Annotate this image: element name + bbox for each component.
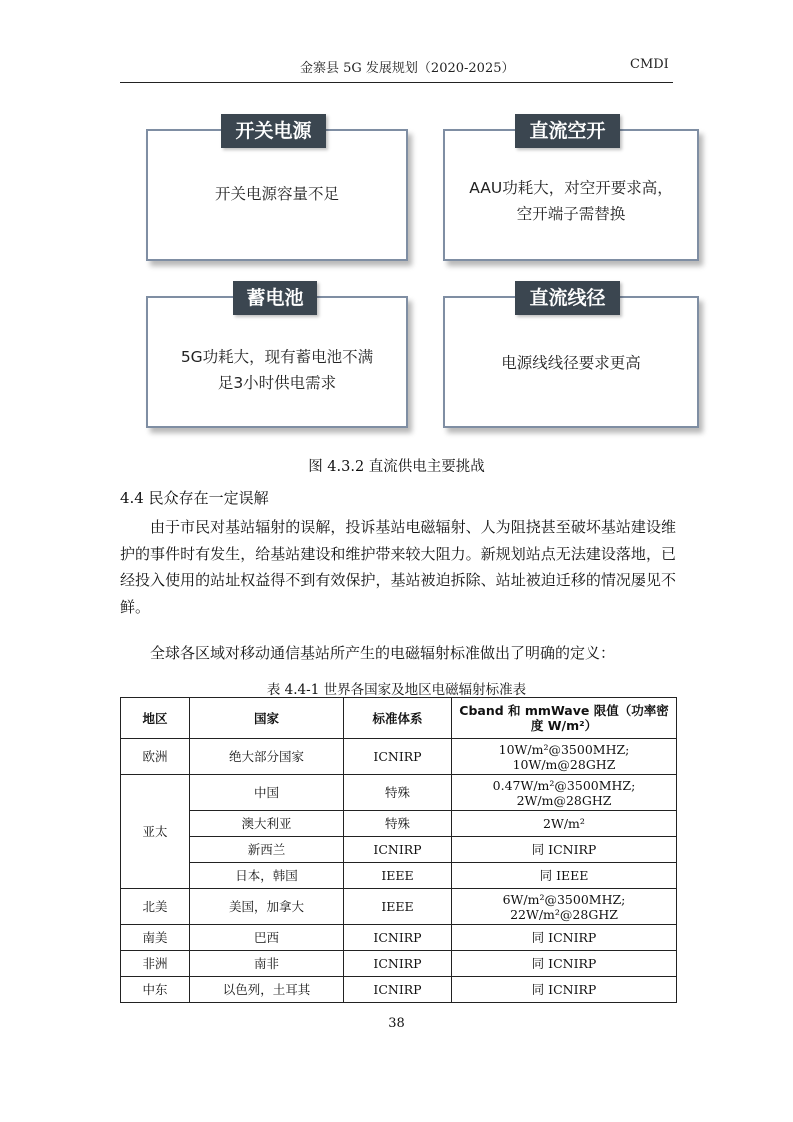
challenge-text: 5G功耗大，现有蓄电池不满 [180, 348, 374, 366]
running-header-title: 金寨县 5G 发展规划（2020-2025） [300, 61, 515, 76]
table-row [121, 775, 677, 811]
table-row [121, 837, 677, 863]
system-cell: ICNIRP [344, 951, 452, 977]
table-row [121, 951, 677, 977]
limit-line: 10W/m²@3500MHZ; [498, 741, 630, 757]
table-row [121, 977, 677, 1003]
challenge-tag: 开关电源 [221, 114, 326, 148]
challenge-text: 电源线线径要求更高 [501, 354, 641, 372]
limit-cell: 同 ICNIRP [452, 951, 677, 977]
system-cell: ICNIRP [344, 739, 452, 775]
emf-standards-table [120, 697, 677, 1003]
country-cell: 中国 [190, 775, 344, 811]
limit-cell: 同 ICNIRP [452, 977, 677, 1003]
challenge-text: 足3小时供电需求 [217, 374, 337, 392]
limit-line: 10W/m@28GHZ [512, 756, 616, 772]
figure-caption: 图 4.3.2 直流供电主要挑战 [308, 459, 485, 475]
country-cell: 绝大部分国家 [190, 739, 344, 775]
country-cell: 南非 [190, 951, 344, 977]
system-cell: 特殊 [344, 775, 452, 811]
limit-cell: 同 IEEE [452, 863, 677, 889]
table-header-row [121, 698, 677, 739]
table-row [121, 739, 677, 775]
region-cell: 亚太 [121, 775, 190, 889]
limit-cell: 2W/m² [452, 811, 677, 837]
column-header: 国家 [190, 698, 344, 739]
limit-cell [452, 775, 677, 811]
challenge-tag: 直流线径 [515, 281, 620, 315]
limit-line: 2W/m@28GHZ [516, 792, 612, 808]
table-row [121, 889, 677, 925]
challenge-box-switch-power [146, 129, 408, 261]
page-number: 38 [388, 1016, 405, 1031]
challenge-box-battery [146, 296, 408, 428]
limit-line: 6W/m²@3500MHZ; [502, 891, 626, 907]
challenge-text: AAU功耗大，对空开要求高， [469, 179, 673, 197]
section-heading: 4.4 民众存在一定误解 [120, 489, 269, 507]
column-header: 地区 [121, 698, 190, 739]
paragraph: 全球各区域对移动通信基站所产生的电磁辐射标准做出了明确的定义： [150, 644, 616, 662]
country-cell: 新西兰 [190, 837, 344, 863]
system-cell: 特殊 [344, 811, 452, 837]
header-rule [120, 82, 673, 83]
table-row [121, 863, 677, 889]
country-cell: 美国，加拿大 [190, 889, 344, 925]
limit-cell [452, 739, 677, 775]
region-cell: 南美 [121, 925, 190, 951]
system-cell: ICNIRP [344, 837, 452, 863]
country-cell: 巴西 [190, 925, 344, 951]
running-header-org: CMDI [630, 57, 669, 72]
system-cell: IEEE [344, 889, 452, 925]
table-caption: 表 4.4-1 世界各国家及地区电磁辐射标准表 [266, 682, 527, 698]
system-cell: ICNIRP [344, 977, 452, 1003]
limit-cell: 同 ICNIRP [452, 837, 677, 863]
challenge-tag: 直流空开 [515, 114, 620, 148]
limit-cell [452, 889, 677, 925]
column-header: Cband 和 mmWave 限值（功率密度 W/m²） [452, 698, 677, 739]
limit-line: 0.47W/m²@3500MHZ; [492, 777, 636, 793]
limit-line: 22W/m²@28GHZ [510, 906, 618, 922]
column-header: 标准体系 [344, 698, 452, 739]
region-cell: 欧洲 [121, 739, 190, 775]
challenge-tag: 蓄电池 [233, 281, 317, 315]
challenge-text: 空开端子需替换 [516, 205, 626, 223]
table-row [121, 925, 677, 951]
country-cell: 日本，韩国 [190, 863, 344, 889]
paragraph: 由于市民对基站辐射的误解，投诉基站电磁辐射、人为阻挠甚至破坏基站建设维护的事件时有发生，给基站建设和维护带来较大阻力。新规划站点无法建设落地，已经投入使用的站址权益得不到有效保护，基站被迫拆除、站址被迫迁移的情况屡见不鲜。 [120, 518, 676, 616]
region-cell: 中东 [121, 977, 190, 1003]
system-cell: ICNIRP [344, 925, 452, 951]
challenge-box-dc-cable [443, 296, 699, 428]
challenge-text: 开关电源容量不足 [214, 185, 339, 203]
limit-cell: 同 ICNIRP [452, 925, 677, 951]
region-cell: 北美 [121, 889, 190, 925]
system-cell: IEEE [344, 863, 452, 889]
region-cell: 非洲 [121, 951, 190, 977]
challenge-box-dc-breaker [443, 129, 699, 261]
table-row [121, 811, 677, 837]
country-cell: 以色列，土耳其 [190, 977, 344, 1003]
country-cell: 澳大利亚 [190, 811, 344, 837]
